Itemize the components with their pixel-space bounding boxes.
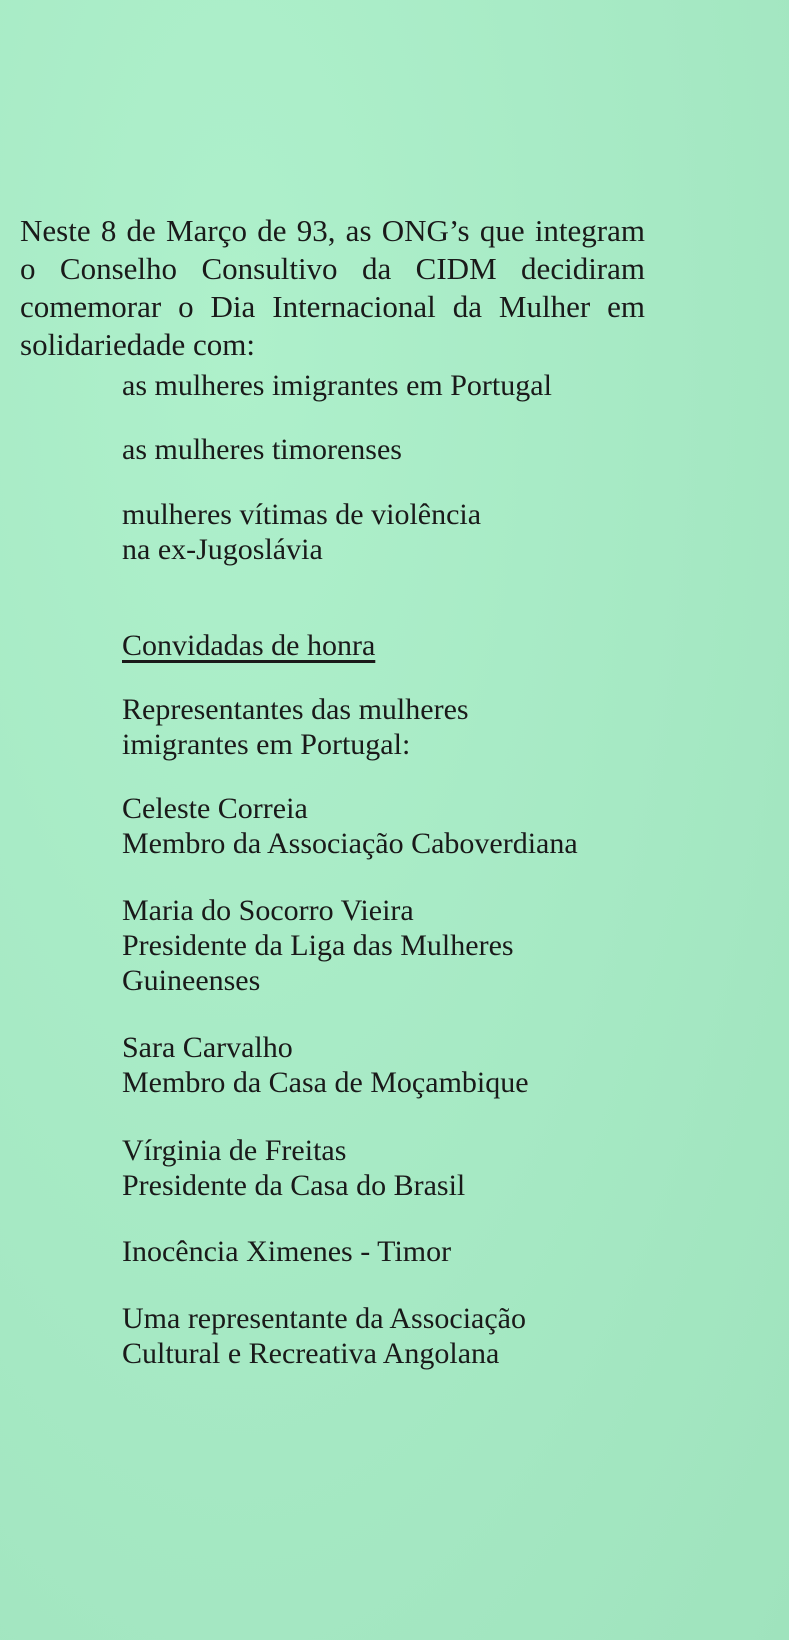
- guest-role: Presidente da Liga das Mulheres: [122, 929, 514, 962]
- solidarity-item-2: [122, 432, 642, 467]
- solidarity-line: as mulheres imigrantes em Portugal: [122, 369, 552, 402]
- guest-name: Celeste Correia: [122, 792, 308, 825]
- guest-entry-5: [122, 1234, 642, 1269]
- guest-name: Maria do Socorro Vieira: [122, 894, 414, 927]
- subtitle-line: Representantes das mulheres: [122, 693, 469, 726]
- solidarity-line: na ex-Jugoslávia: [122, 533, 323, 566]
- guest-entry-3: [122, 1030, 642, 1100]
- guest-role: Presidente da Casa do Brasil: [122, 1169, 466, 1202]
- solidarity-item-1: [122, 368, 642, 403]
- guest-role: Membro da Casa de Moçambique: [122, 1066, 529, 1099]
- guest-entry-2: [122, 893, 642, 998]
- guest-role: Guineenses: [122, 964, 261, 997]
- guest-entry-6: [122, 1301, 642, 1371]
- guest-name: Uma representante da Associação: [122, 1302, 526, 1335]
- guest-role: Membro da Associação Caboverdiana: [122, 827, 578, 860]
- guest-name: Inocência Ximenes - Timor: [122, 1235, 452, 1268]
- intro-paragraph: Neste 8 de Março de 93, as ONG’s que integram o Conselho Consultivo da CIDM decidiram comemorar o Dia Internacional da Mulher em solidariedade com:: [20, 213, 645, 362]
- guest-name: Vírginia de Freitas: [122, 1134, 347, 1167]
- subtitle-line: imigrantes em Portugal:: [122, 728, 411, 761]
- solidarity-item-3: [122, 497, 642, 567]
- guest-name: Sara Carvalho: [122, 1031, 293, 1064]
- guests-heading-text: Convidadas de honra: [122, 629, 376, 662]
- guests-subtitle: [122, 692, 642, 762]
- guest-role: Cultural e Recreativa Angolana: [122, 1337, 500, 1370]
- guest-entry-4: [122, 1133, 642, 1203]
- solidarity-line: mulheres vítimas de violência: [122, 498, 482, 531]
- solidarity-line: as mulheres timorenses: [122, 433, 402, 466]
- guest-entry-1: [122, 791, 642, 861]
- guests-heading: [122, 628, 642, 663]
